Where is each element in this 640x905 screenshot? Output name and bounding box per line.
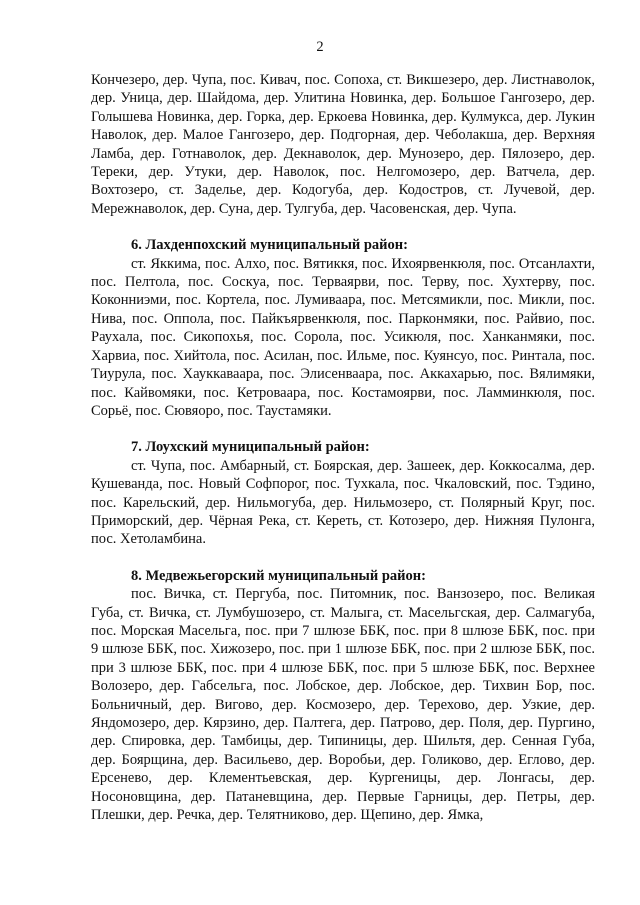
- section-text-loukhi: ст. Чупа, пос. Амбарный, ст. Боярская, дер. Зашеек, дер. Коккосалма, дер. Кушеванда, пос. Новый Софпорог, пос. Тухкала, пос. Чкаловский, пос. Тэдино, пос. Карельский, дер. Нильмогуба, дер. Нильмозеро, ст. Полярный Круг, пос. Приморский, дер. Чёрная Река, ст. Кереть, ст. Котозеро, дер. Нижняя Пулонга, пос. Хетоламбина.: [91, 457, 595, 548]
- section-heading-lakhdenpokhya: 6. Лахденпохский муниципальный район:: [131, 237, 408, 254]
- section-text-medvezhyegorsk: пос. Вичка, ст. Пергуба, пос. Питомник, пос. Ванзозеро, пос. Великая Губа, ст. Вичка, ст. Лумбушозеро, ст. Малыга, ст. Масельгская, дер. Салмагуба, пос. Морская Масельга, пос. при 7 шлюзе ББК, пос. при 8 шлюзе ББК, пос. при 9 шлюзе ББК, пос. Хижозеро, пос. при 1 шлюзе ББК, пос. при 2 шлюзе ББК, пос. при 3 шлюзе ББК, пос. при 4 шлюзе ББК, пос. при 5 шлюзе ББК, пос. Верхнее Волозеро, дер. Габсельга, пос. Лобское, дер. Лобское, дер. Тихвин Бор, пос. Больничный, дер. Вигово, дер. Космозеро, дер. Терехово, дер. Узкие, дер. Яндомозеро, дер. Кярзино, дер. Палтега, дер. Патрово, дер. Поля, дер. Пургино, дер. Спировка, дер. Тамбицы, дер. Типиницы, дер. Шильтя, дер. Сенная Губа, дер. Боярщина, дер. Васильево, дер. Воробьи, дер. Голиково, дер. Еглово, дер. Ерсенево, дер. Клементьевская, дер. Кургеницы, дер. Лонгасы, дер. Носоновщина, дер. Патаневщина, дер. Первые Гарницы, дер. Петры, дер. Плешки, дер. Речка, дер. Телятниково, дер. Щепино, дер. Ямка,: [91, 586, 595, 824]
- section-heading-medvezhyegorsk: 8. Медвежьегорский муниципальный район:: [131, 567, 426, 584]
- section-heading-loukhi: 7. Лоухский муниципальный район:: [131, 439, 370, 456]
- document-body: [91, 71, 595, 824]
- section-text-lakhdenpokhya: ст. Яккима, пос. Алхо, пос. Вятиккя, пос. Ихоярвенкюля, пос. Отсанлахти, пос. Пелтола, пос. Соскуа, пос. Терваярви, пос. Терву, пос. Хухтерву, пос. Коконниэми, пос. Кортела, пос. Лумиваара, пос. Метсямикли, пос. Микли, пос. Нива, пос. Оппола, пос. Пайкъярвенкюля, пос. Парконмяки, пос. Райвио, пос. Раухала, пос. Сикопохья, пос. Сорола, пос. Усикюля, пос. Ханканмяки, пос. Харвиа, пос. Хийтола, пос. Асилан, пос. Ильме, пос. Куянсуо, пос. Ринтала, пос. Тиурула, пос. Хауккаваара, пос. Элисенваара, пос. Аккахарью, пос. Вялимяки, пос. Кайвомяки, пос. Кетроваара, пос. Костамоярви, пос. Ламминкюля, пос. Сорьё, пос. Сювяоро, пос. Таустамяки.: [91, 255, 595, 419]
- page-number: 2: [316, 39, 324, 55]
- intro-paragraph: Кончезеро, дер. Чупа, пос. Кивач, пос. Сопоха, ст. Викшезеро, дер. Листнаволок, дер. Уница, дер. Шайдома, дер. Улитина Новинка, дер. Большое Гангозеро, дер. Голышева Новинка, дер. Горка, дер. Еркоева Новинка, дер. Кулмукса, дер. Лукин Наволок, дер. Малое Гангозеро, дер. Подгорная, дер. Чеболакша, дер. Верхняя Ламба, дер. Готнаволок, дер. Декнаволок, дер. Мунозеро, дер. Пялозеро, дер. Тереки, дер. Утуки, дер. Наволок, пос. Нелгомозеро, дер. Ватчела, дер. Вохтозеро, ст. Заделье, дер. Кодогуба, дер. Кодостров, ст. Лучевой, дер. Мережнаволок, дер. Суна, дер. Тулгуба, дер. Часовенская, дер. Чупа.: [91, 72, 595, 217]
